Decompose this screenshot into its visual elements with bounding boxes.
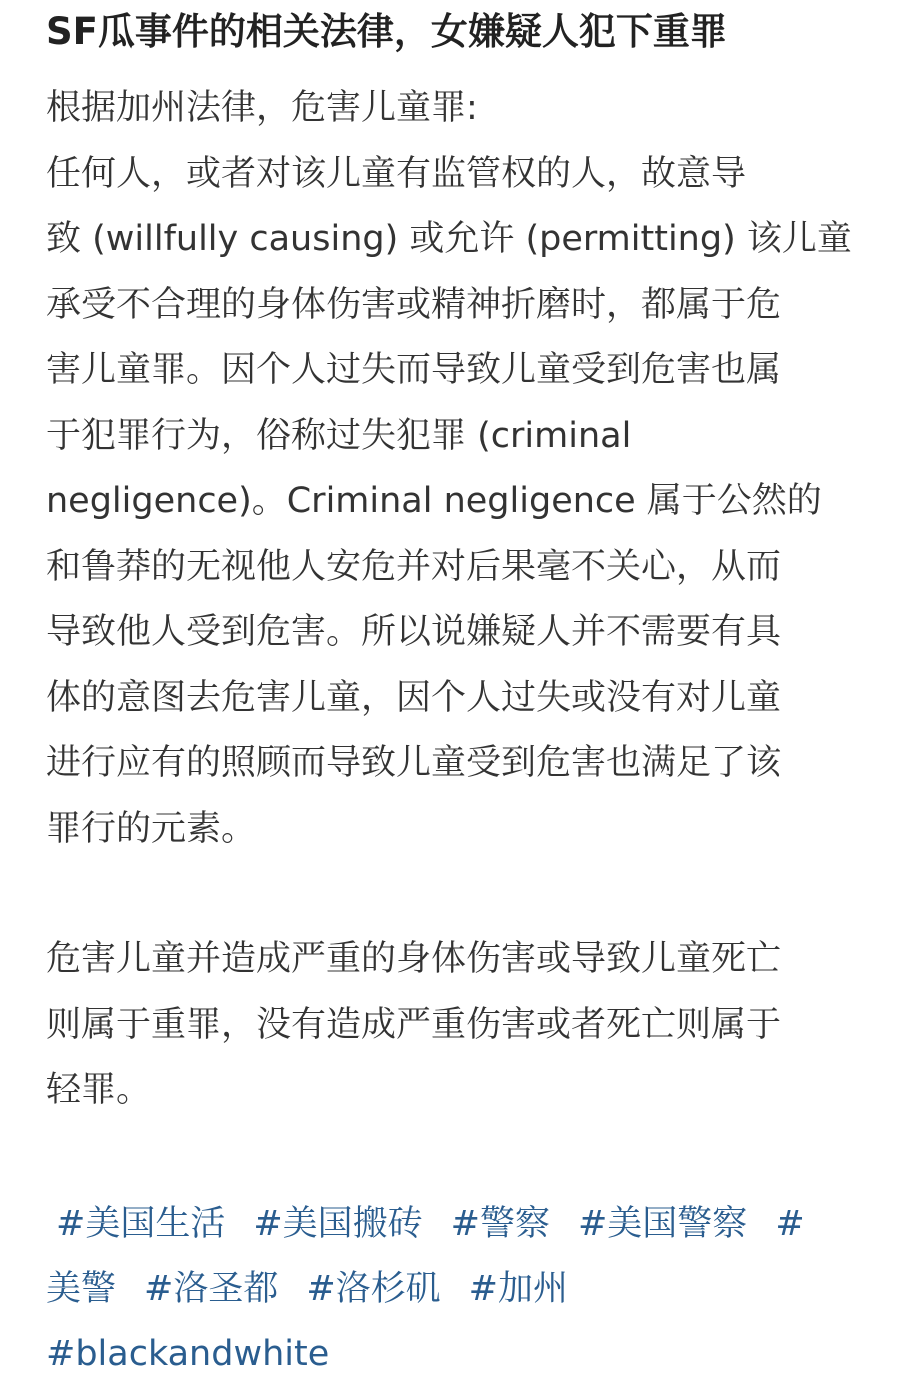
body-line: 根据加州法律，危害儿童罪: (46, 88, 478, 128)
body-line: 承受不合理的身体伤害或精神折磨时，都属于危 (46, 284, 782, 325)
hashtag-link[interactable]: #美国警察 (577, 1203, 748, 1244)
paragraph-spacer (46, 862, 894, 927)
body-line: 导致他人受到危害。所以说嫌疑人并不需要有具 (46, 612, 782, 652)
hashtag-link[interactable]: #美国搬砖 (253, 1203, 423, 1244)
body-line: 任何人，或者对该儿童有监管权的人，故意导 (46, 153, 747, 194)
post-body (46, 76, 894, 1387)
hashtag-link[interactable]: #加州 (468, 1268, 568, 1309)
body-line: 于犯罪行为，俗称过失犯罪 (criminal (46, 415, 632, 456)
body-line: 致 (willfully causing) 或允许 (permitting) 该儿童 (46, 219, 852, 259)
body-line: 罪行的元素。 (46, 808, 257, 849)
hashtag-row (46, 1192, 894, 1257)
body-line: 轻罪。 (46, 1070, 152, 1110)
body-line: 和鲁莽的无视他人安危并对后果毫不关心，从而 (46, 546, 782, 587)
body-line: 进行应有的照顾而导致儿童受到危害也满足了该 (46, 743, 782, 783)
body-line: 危害儿童并造成严重的身体伤害或导致儿童死亡 (46, 939, 782, 979)
body-line: 害儿童罪。因个人过失而导致儿童受到危害也属 (46, 350, 782, 390)
body-line: 体的意图去危害儿童，因个人过失或没有对儿童 (46, 677, 782, 718)
hashtag-link[interactable]: #洛圣都 (144, 1268, 279, 1309)
hashtag-row (46, 1322, 894, 1387)
hashtag-hash-wrap[interactable]: # (775, 1203, 805, 1244)
hashtag-list (46, 1192, 894, 1387)
hashtag-link[interactable]: #警察 (450, 1203, 550, 1244)
hashtag-row (46, 1257, 894, 1322)
hashtag-link[interactable]: #blackandwhite (46, 1333, 330, 1374)
post-title: SF瓜事件的相关法律，女嫌疑人犯下重罪 (46, 10, 727, 53)
body-line: negligence)。Criminal negligence 属于公然的 (46, 481, 822, 521)
hashtag-link[interactable]: #洛杉矶 (306, 1268, 441, 1309)
paragraph-1 (46, 76, 894, 862)
paragraph-2 (46, 927, 894, 1124)
body-line: 则属于重罪，没有造成严重伤害或者死亡则属于 (46, 1004, 782, 1045)
hashtag-link[interactable]: 美警 (46, 1268, 117, 1309)
hashtag-link[interactable]: #美国生活 (56, 1203, 226, 1244)
